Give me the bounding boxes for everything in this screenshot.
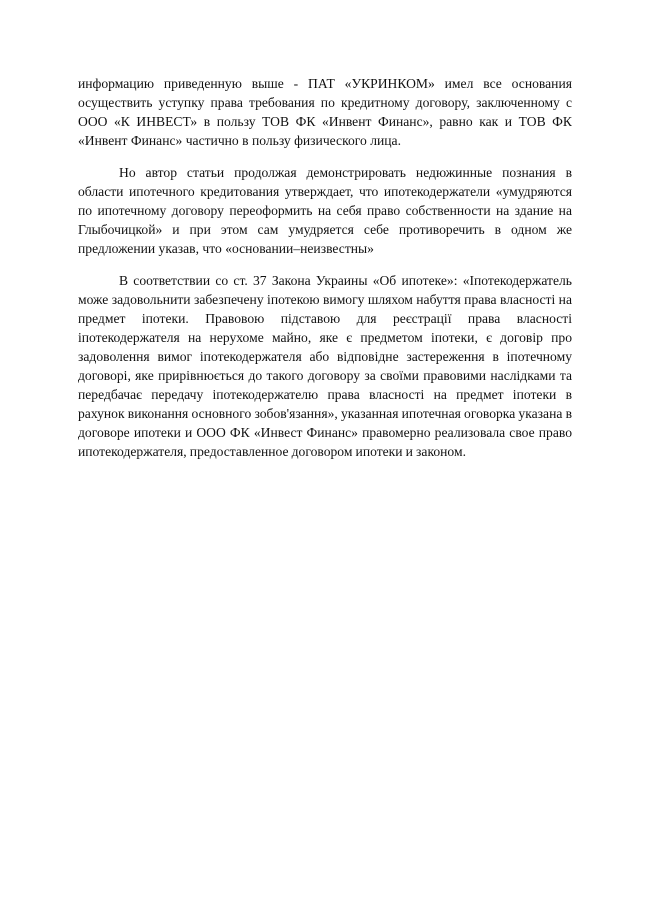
paragraph-3: В соответствии со ст. 37 Закона Украины «Об ипотеке»: «Іпотекодержатель може задовольнити забезпечену іпотекою вимогу шляхом набуття права власності на предмет іпотеки. Правовою підставою для реєстрації права власності іпотекодержателя на нерухоме майно, яке є предметом іпотеки, є договір про задоволення вимог іпотекодержателя або відповідне застереження в іпотечному договорі, яке прирівнюється до такого договору за своїми правовими наслідками та передбачає передачу іпотекодержателю права власності на предмет іпотеки в рахунок виконання основного зобов'язання», указанная ипотечная оговорка указана в договоре ипотеки и ООО ФК «Инвест Финанс» правомерно реализовала свое право ипотекодержателя, предоставленное договором ипотеки и законом. <box>78 273 572 459</box>
document-page <box>78 74 572 474</box>
paragraph-1: информацию приведенную выше - ПАТ «УКРИНКОМ» имел все основания осуществить уступку права требования по кредитному договору, заключенному с ООО «К ИНВЕСТ» в пользу ТОВ ФК «Инвент Финанс», равно как и ТОВ ФК «Инвент Финанс» частично в пользу физического лица. <box>78 76 572 148</box>
paragraph-2: Но автор статьи продолжая демонстрировать недюжинные познания в области ипотечного кредитования утверждает, что ипотекодержатели «умудряются по ипотечному договору переоформить на себя право собственности на здание на Глыбочицкой» и при этом сам умудряется себе противоречить в одном же предложении указав, что «основании–неизвестны» <box>78 165 572 256</box>
